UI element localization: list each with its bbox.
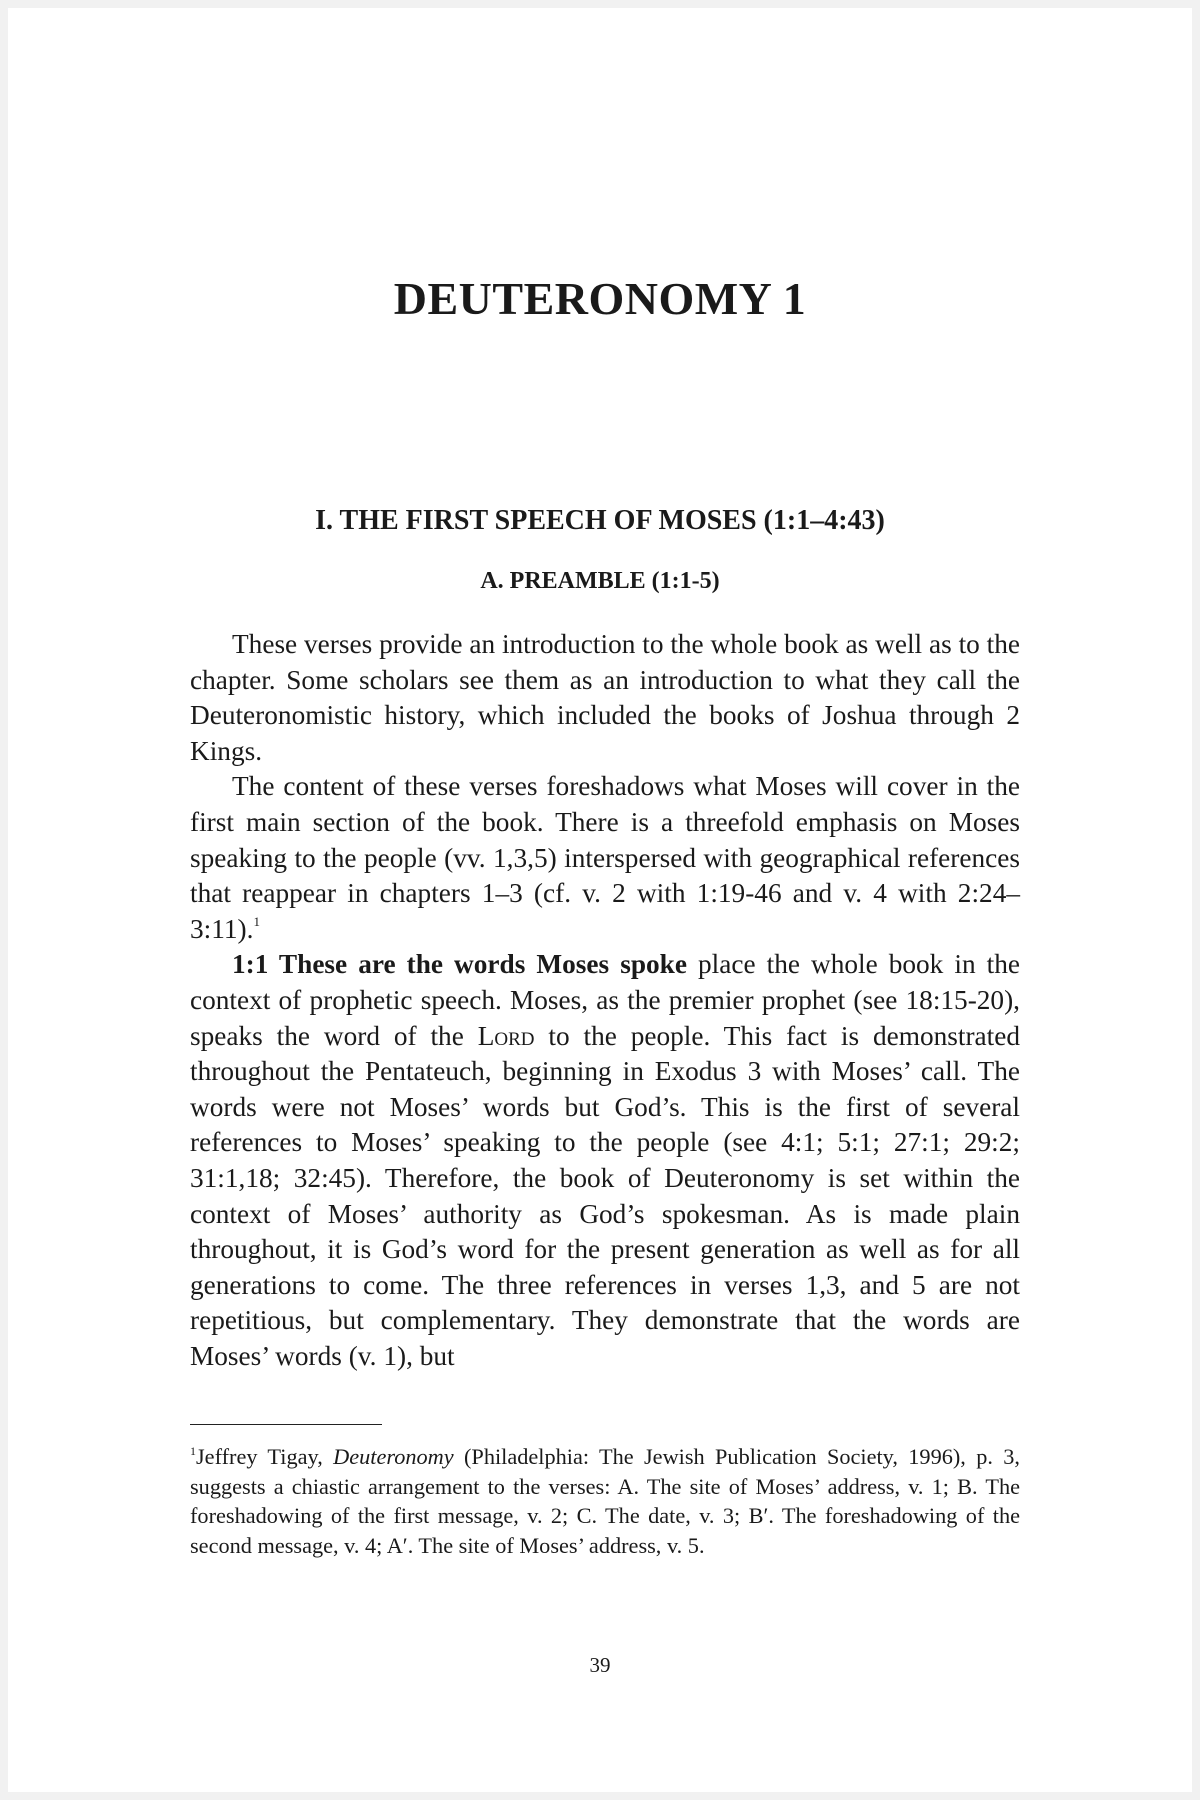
footnote-book-title: Deuteronomy bbox=[333, 1444, 454, 1469]
paragraph-intro: These verses provide an introduction to the whole book as well as to the chapter. Some scholars see them as an introduction to what they call the Deuteronomistic history, which included the books of Joshua through 2 Kings. bbox=[190, 629, 1020, 766]
divine-name-smallcaps: Lord bbox=[477, 1020, 535, 1051]
verse-lemma: 1:1 These are the words Moses spoke bbox=[232, 949, 687, 980]
footnote-text: (Philadelphia: The Jewish Publication Society, 1996), p. 3, suggests a chiastic arrangement to the verses: A. The site of Moses’ address, v. 1; B. The foreshadowing of the first message, v. 2; C. The date, v. 3; B′. The foreshadowing of the second message, v. 4; A′. The site of Moses’ address, v. 5. bbox=[190, 1444, 1020, 1558]
footnote bbox=[190, 1442, 1020, 1560]
commentary-text-part1: place the whole book in the context of prophetic speech. Moses, as the premier prophet (see 18:15-20), speaks the word of the bbox=[190, 949, 1020, 1051]
footnote-reference: 1 bbox=[253, 913, 260, 929]
footnote-separator bbox=[190, 1424, 382, 1425]
book-page bbox=[8, 8, 1192, 1792]
chapter-title: DEUTERONOMY 1 bbox=[393, 273, 807, 324]
footnote-author: Jeffrey Tigay, bbox=[196, 1444, 334, 1469]
body-text bbox=[190, 627, 1020, 1374]
paragraph-content-text: The content of these verses foreshadows what Moses will cover in the first main section of the book. There is a threefold emphasis on Moses speaking to the people (vv. 1,3,5) interspersed with geographical references that reappear in chapters 1–3 (cf. v. 2 with 1:19-46 and v. 4 with 2:24–3:11). bbox=[190, 771, 1020, 944]
page-number: 39 bbox=[589, 1653, 611, 1677]
footnote-number: 1 bbox=[190, 1444, 196, 1458]
section-title: I. THE FIRST SPEECH OF MOSES (1:1–4:43) bbox=[315, 505, 885, 536]
subsection-title: A. PREAMBLE (1:1-5) bbox=[480, 568, 720, 594]
paragraph-verse-commentary bbox=[190, 947, 1020, 1374]
paragraph-content bbox=[190, 769, 1020, 947]
commentary-text-part2: to the people. This fact is demonstrated throughout the Pentateuch, beginning in Exodus 3 with Moses’ call. The words were not Moses’ words but God’s. This is the first of several references to Moses’ speaking to the people (see 4:1; 5:1; 27:1; 29:2; 31:1,18; 32:45). Therefore, the book of Deuteronomy is set within the context of Moses’ authority as God’s spokesman. As is made plain throughout, it is God’s word for the present generation as well as for all generations to come. The three references in verses 1,3, and 5 are not repetitious, but complementary. They demonstrate that the words are Moses’ words (v. 1), but bbox=[190, 1020, 1021, 1371]
